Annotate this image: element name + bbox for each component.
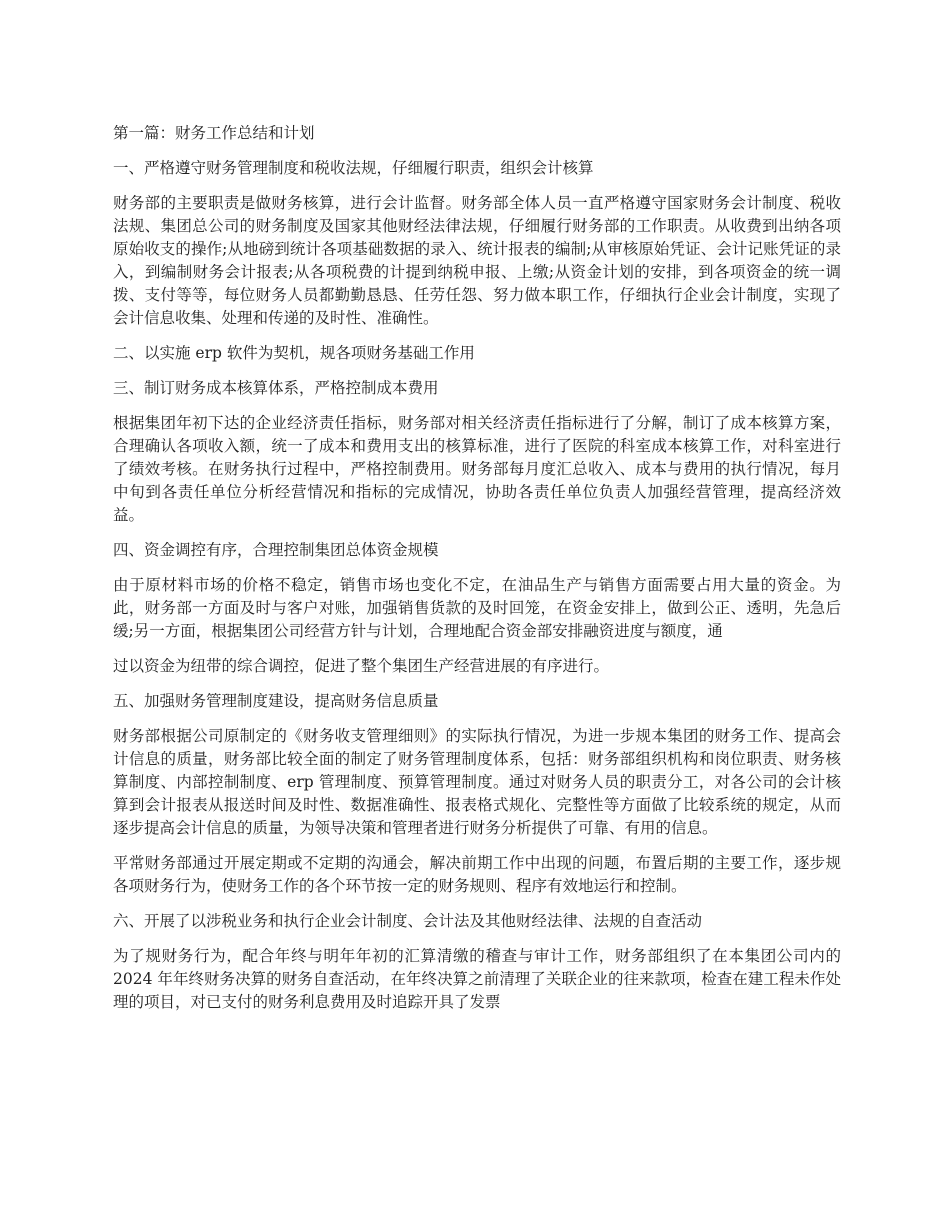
section-heading-1: 一、严格遵守财务管理制度和税收法规，仔细履行职责，组织会计核算 [113,159,594,177]
section-heading-3: 三、制订财务成本核算体系，严格控制成本费用 [113,379,439,397]
body-paragraph-4a: 由于原材料市场的价格不稳定，销售市场也变化不定，在油品生产与销售方面需要占用大量的资金。为此，财务部一方面及时与客户对账，加强销售货款的及时回笼，在资金安排上，做到公正、透明，先急后缓;另一方面，根据集团公司经营方针与计划，合理地配合资金部安排融资进度与额度，通 [113,576,841,640]
section-heading-5: 五、加强财务管理制度建设，提高财务信息质量 [113,692,439,710]
section-heading-6: 六、开展了以涉税业务和执行企业会计制度、会计法及其他财经法律、法规的自查活动 [113,912,703,930]
body-paragraph-3: 根据集团年初下达的企业经济责任指标，财务部对相关经济责任指标进行了分解，制订了成本核算方案，合理确认各项收入额，统一了成本和费用支出的核算标准，进行了医院的科室成本核算工作，对科室进行了绩效考核。在财务执行过程中，严格控制费用。财务部每月度汇总收入、成本与费用的执行情况，每月中旬到各责任单位分析经营情况和指标的完成情况，协助各责任单位负责人加强经营管理，提高经济效益。 [113,414,841,524]
body-paragraph-4b: 过以资金为纽带的综合调控，促进了整个集团生产经营进展的有序进行。 [113,657,610,675]
document-title: 第一篇：财务工作总结和计划 [113,124,315,142]
body-paragraph-5b: 平常财务部通过开展定期或不定期的沟通会，解决前期工作中出现的问题，布置后期的主要工作，逐步规各项财务行为，使财务工作的各个环节按一定的财务规则、程序有效地运行和控制。 [113,854,841,895]
body-paragraph-6: 为了规财务行为，配合年终与明年年初的汇算清缴的稽查与审计工作，财务部组织了在本集团公司内的 2024 年年终财务决算的财务自查活动，在年终决算之前清理了关联企业的往来款项，检查在建工程未作处理的项目，对已支付的财务利息费用及时追踪开具了发票 [113,947,841,1011]
document-page [113,122,841,1026]
body-paragraph-5a: 财务部根据公司原制定的《财务收支管理细则》的实际执行情况，为进一步规本集团的财务工作、提高会计信息的质量，财务部比较全面的制定了财务管理制度体系，包括：财务部组织机构和岗位职责、财务核算制度、内部控制制度、erp 管理制度、预算管理制度。通过对财务人员的职责分工，对各公司的会计核算到会计报表从报送时间及时性、数据准确性、报表格式规化、完整性等方面做了比较系统的规定，从而逐步提高会计信息的质量，为领导决策和管理者进行财务分析提供了可靠、有用的信息。 [113,727,841,837]
body-paragraph-1: 财务部的主要职责是做财务核算，进行会计监督。财务部全体人员一直严格遵守国家财务会计制度、税收法规、集团总公司的财务制度及国家其他财经法律法规，仔细履行财务部的工作职责。从收费到出纳各项原始收支的操作;从地磅到统计各项基础数据的录入、统计报表的编制;从审核原始凭证、会计记账凭证的录入，到编制财务会计报表;从各项税费的计提到纳税申报、上缴;从资金计划的安排，到各项资金的统一调拨、支付等等，每位财务人员都勤勤恳恳、任劳任怨、努力做本职工作，仔细执行企业会计制度，实现了会计信息收集、处理和传递的及时性、准确性。 [113,194,841,327]
section-heading-2: 二、以实施 erp 软件为契机，规各项财务基础工作用 [113,344,475,362]
section-heading-4: 四、资金调控有序，合理控制集团总体资金规模 [113,541,439,559]
